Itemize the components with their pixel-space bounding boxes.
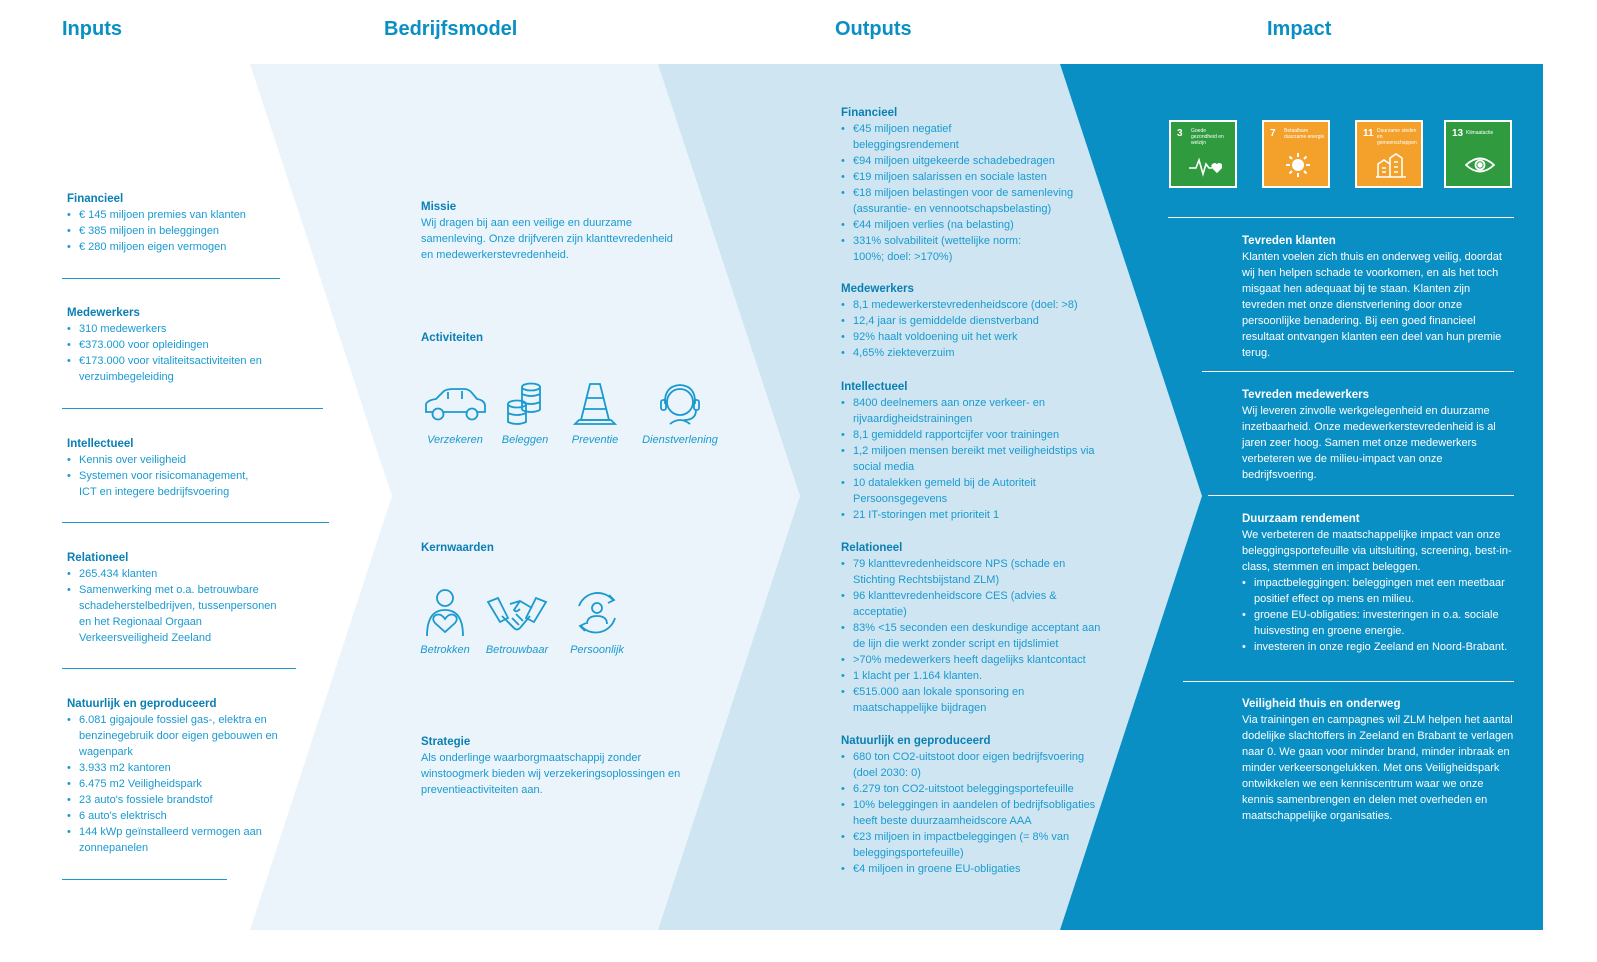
values-title: Kernwaarden xyxy=(421,542,494,554)
list-item: • 6 auto's elektrisch xyxy=(67,808,282,824)
output-block-title: Natuurlijk en geproduceerd xyxy=(841,735,991,747)
input-block-title: Relationeel xyxy=(67,552,129,564)
output-block-financieel xyxy=(841,105,1103,265)
value-betrokken xyxy=(418,588,472,656)
list-item: • 6.279 ton CO2-uitstoot beleggingsportefeuille xyxy=(841,781,1103,797)
activity-label: Preventie xyxy=(571,434,619,446)
list-item: • 1 klacht per 1.164 klanten. xyxy=(841,668,1103,684)
list-item: • €23 miljoen in impactbeleggingen (= 8% van beleggingsportefeuille) xyxy=(841,829,1103,861)
impact-block-text: We verbeteren de maatschappelijke impact van onze beleggingsportefeuille via uitsluiting, screening, best-in-class, stemmen en impact beleggen. xyxy=(1242,529,1512,573)
sdg-tile-7 xyxy=(1262,120,1330,188)
heartbeat-icon xyxy=(1188,152,1222,178)
input-block-natuurlijk xyxy=(67,696,282,856)
impact-divider xyxy=(1168,217,1514,218)
list-item: • 310 medewerkers xyxy=(67,321,282,337)
list-item: • €45 miljoen negatief beleggingsrendement xyxy=(841,121,1103,153)
mission-block xyxy=(421,199,676,263)
divider xyxy=(62,879,227,880)
handshake-icon xyxy=(486,588,548,638)
headset-icon xyxy=(656,380,704,428)
value-label: Betrokken xyxy=(420,644,470,656)
car-icon xyxy=(422,380,488,428)
input-block-title: Intellectueel xyxy=(67,438,134,450)
sdg-label: Klimaatactie xyxy=(1466,130,1494,136)
mission-title: Missie xyxy=(421,201,457,213)
list-item: • 331% solvabiliteit (wettelijke norm: 100%; doel: >170%) xyxy=(841,233,1103,265)
output-block-natuurlijk xyxy=(841,733,1103,877)
list-item: • €173.000 voor vitaliteitsactiviteiten en verzuimbegeleiding xyxy=(67,353,282,385)
impact-divider xyxy=(1202,371,1514,372)
city-icon xyxy=(1374,152,1408,178)
sdg-tile-11 xyxy=(1355,120,1423,188)
impact-block-title: Tevreden medewerkers xyxy=(1242,389,1369,401)
business-model-title: Bedrijfsmodel xyxy=(384,18,518,40)
list-item: • 6.475 m2 Veiligheidspark xyxy=(67,776,282,792)
impact-block-veiligheid xyxy=(1242,696,1514,824)
strategy-text: Als onderlinge waarborgmaatschappij zonder winstoogmerk bieden wij verzekeringsoplossingen en preventieactiviteiten aan. xyxy=(421,752,681,796)
activity-label: Verzekeren xyxy=(427,434,483,446)
divider xyxy=(62,408,323,409)
person-heart-icon xyxy=(421,588,469,638)
person-cycle-icon xyxy=(573,588,621,638)
list-item: • €18 miljoen belastingen voor de samenleving (assurantie- en vennootschapsbelasting) xyxy=(841,185,1103,217)
list-item: • 23 auto's fossiele brandstof xyxy=(67,792,282,808)
impact-block-title: Veiligheid thuis en onderweg xyxy=(1242,698,1401,710)
sdg-tile-3 xyxy=(1169,120,1237,188)
impact-block-medewerkers xyxy=(1242,387,1514,483)
list-item: • 83% <15 seconden een deskundige acceptant aan de lijn die werkt zonder script en tijdslimiet xyxy=(841,620,1103,652)
list-item: • Samenwerking met o.a. betrouwbare schadeherstelbedrijven, tussenpersonen en het Regionaal Orgaan Verkeersveiligheid Zeeland xyxy=(67,582,289,646)
input-block-medewerkers xyxy=(67,305,282,385)
list-item: • 8,1 gemiddeld rapportcijfer voor trainingen xyxy=(841,427,1103,443)
list-item: • €44 miljoen verlies (na belasting) xyxy=(841,217,1103,233)
impact-block-klanten xyxy=(1242,233,1514,361)
output-block-title: Financieel xyxy=(841,107,898,119)
sdg-number: 11 xyxy=(1363,128,1374,139)
output-block-relationeel xyxy=(841,540,1103,716)
value-label: Persoonlijk xyxy=(570,644,624,656)
list-item: • €515.000 aan lokale sponsoring en maatschappelijke bijdragen xyxy=(841,684,1103,716)
sdg-label: Goede gezondheid en welzijn xyxy=(1191,128,1224,146)
divider xyxy=(62,668,296,669)
values-block xyxy=(421,540,494,556)
list-item: • investeren in onze regio Zeeland en Noord-Brabant. xyxy=(1242,639,1514,655)
list-item: • €19 miljoen salarissen en sociale lasten xyxy=(841,169,1103,185)
impact-title: Impact xyxy=(1267,18,1332,40)
list-item: • € 385 miljoen in beleggingen xyxy=(67,223,297,239)
mission-text: Wij dragen bij aan een veilige en duurzame samenleving. Onze drijfveren zijn klanttevredenheid en medewerkerstevredenheid. xyxy=(421,217,673,261)
sdg-tile-13 xyxy=(1444,120,1512,188)
list-item: • 79 klanttevredenheidscore NPS (schade en Stichting Rechtsbijstand ZLM) xyxy=(841,556,1103,588)
list-item: • 6.081 gigajoule fossiel gas-, elektra en benzinegebruik door eigen gebouwen en wagenpark xyxy=(67,712,282,760)
value-persoonlijk xyxy=(562,588,632,656)
list-item: • 265.434 klanten xyxy=(67,566,289,582)
list-item: • 3.933 m2 kantoren xyxy=(67,760,282,776)
list-item: • Systemen voor risicomanagement, ICT en integere bedrijfsvoering xyxy=(67,468,267,500)
divider xyxy=(62,522,329,523)
activity-label: Dienstverlening xyxy=(642,434,718,446)
impact-block-text: Via trainingen en campagnes wil ZLM helpen het aantal dodelijke slachtoffers in Zeeland en Brabant te verlagen naar 0. We gaan voor minder brand, minder inbraak en minder verkeersongelukken. Met ons Veiligheidspark ontwikkelen we een kenniscentrum waar we onze kennis samenbrengen en delen met overheden en maatschappelijke organisaties. xyxy=(1242,714,1514,822)
list-item: • 680 ton CO2-uitstoot door eigen bedrijfsvoering (doel 2030: 0) xyxy=(841,749,1103,781)
list-item: • €373.000 voor opleidingen xyxy=(67,337,282,353)
list-item: • 8,1 medewerkerstevredenheidscore (doel: >8) xyxy=(841,297,1103,313)
input-block-title: Natuurlijk en geproduceerd xyxy=(67,698,217,710)
activity-label: Beleggen xyxy=(501,434,549,446)
activities-icons xyxy=(420,380,730,446)
activities-block xyxy=(421,330,483,346)
impact-block-text: Wij leveren zinvolle werkgelegenheid en duurzame inzetbaarheid. Onze medewerkerstevredenheid is al jaren zeer hoog. Samen met onze medewerkers verbeteren we de milieu-impact van onze bedrijfsvoering. xyxy=(1242,405,1496,481)
list-item: • 96 klanttevredenheidscore CES (advies & acceptatie) xyxy=(841,588,1103,620)
list-item: • Kennis over veiligheid xyxy=(67,452,267,468)
impact-divider xyxy=(1208,495,1514,496)
output-block-title: Relationeel xyxy=(841,542,903,554)
strategy-title: Strategie xyxy=(421,736,471,748)
list-item: • groene EU-obligaties: investeringen in o.a. sociale huisvesting en groene energie. xyxy=(1242,607,1514,639)
sdg-label: Duurzame steden en gemeenschappen xyxy=(1377,128,1417,146)
input-block-title: Medewerkers xyxy=(67,307,140,319)
values-icons xyxy=(418,588,632,656)
output-block-medewerkers xyxy=(841,281,1103,361)
activities-title: Activiteiten xyxy=(421,332,483,344)
traffic-cone-icon xyxy=(571,380,619,428)
list-item: • 4,65% ziekteverzuim xyxy=(841,345,1103,361)
sdg-number: 13 xyxy=(1452,128,1464,139)
sdg-number: 7 xyxy=(1270,128,1276,139)
activity-preventie xyxy=(560,380,630,446)
list-item: • 10% beleggingen in aandelen of bedrijfsobligaties heeft beste duurzaamheidscore AAA xyxy=(841,797,1103,829)
list-item: • 8400 deelnemers aan onze verkeer- en rijvaardigheidstrainingen xyxy=(841,395,1103,427)
input-block-title: Financieel xyxy=(67,193,124,205)
input-block-relationeel xyxy=(67,550,289,646)
strategy-block xyxy=(421,734,681,798)
output-block-title: Intellectueel xyxy=(841,381,908,393)
list-item: • € 280 miljoen eigen vermogen xyxy=(67,239,297,255)
sdg-number: 3 xyxy=(1177,128,1183,139)
input-block-financieel xyxy=(67,191,297,255)
output-block-intellectueel xyxy=(841,379,1103,523)
inputs-title: Inputs xyxy=(62,18,122,40)
list-item: • 1,2 miljoen mensen bereikt met veiligheidstips via social media xyxy=(841,443,1103,475)
list-item: • 21 IT-storingen met prioriteit 1 xyxy=(841,507,1103,523)
list-item: • 12,4 jaar is gemiddelde dienstverband xyxy=(841,313,1103,329)
list-item: • >70% medewerkers heeft dagelijks klantcontact xyxy=(841,652,1103,668)
coins-icon xyxy=(501,380,549,428)
input-block-intellectueel xyxy=(67,436,267,500)
list-item: • €94 miljoen uitgekeerde schadebedragen xyxy=(841,153,1103,169)
list-item: • 144 kWp geïnstalleerd vermogen aan zonnepanelen xyxy=(67,824,282,856)
divider xyxy=(62,278,280,279)
list-item: • €4 miljoen in groene EU-obligaties xyxy=(841,861,1103,877)
impact-block-text: Klanten voelen zich thuis en onderweg veilig, doordat wij hen helpen schade te voorkomen, en als het toch misgaat hen adequaat bij te staan. Klanten zijn tevreden met onze dienstverlening door onze persoonlijke benadering. Bij een goed financieel resultaat ontvangen klanten een deel van hun premie terug. xyxy=(1242,251,1502,359)
list-item: • 92% haalt voldoening uit het werk xyxy=(841,329,1103,345)
list-item: • 10 datalekken gemeld bij de Autoriteit Persoonsgegevens xyxy=(841,475,1103,507)
activity-beleggen xyxy=(490,380,560,446)
output-block-title: Medewerkers xyxy=(841,283,914,295)
impact-block-title: Duurzaam rendement xyxy=(1242,513,1360,525)
activity-verzekeren xyxy=(420,380,490,446)
value-label: Betrouwbaar xyxy=(485,644,549,656)
impact-block-title: Tevreden klanten xyxy=(1242,235,1336,247)
sdg-label: Betaalbare duurzame energie xyxy=(1284,128,1325,140)
value-betrouwbaar xyxy=(472,588,562,656)
sun-icon xyxy=(1281,152,1315,178)
list-item: • impactbeleggingen: beleggingen met een meetbaar positief effect op mens en milieu. xyxy=(1242,575,1514,607)
impact-divider xyxy=(1183,681,1514,682)
activity-dienstverlening xyxy=(630,380,730,446)
eye-icon xyxy=(1463,152,1497,178)
list-item: • € 145 miljoen premies van klanten xyxy=(67,207,297,223)
outputs-title: Outputs xyxy=(835,18,912,40)
impact-block-rendement xyxy=(1242,511,1514,655)
